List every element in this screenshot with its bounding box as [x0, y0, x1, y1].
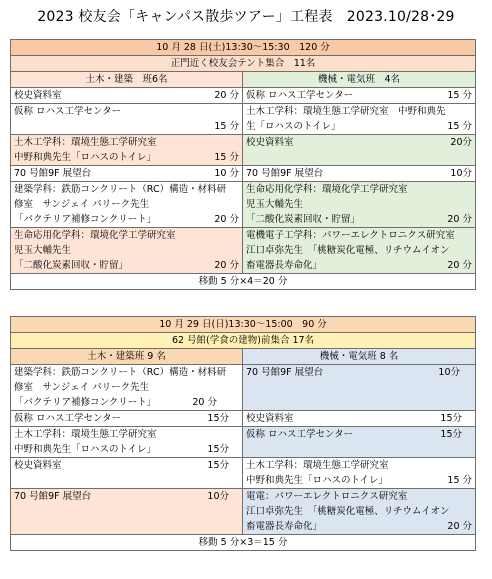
day2-right-stop-4 [243, 458, 476, 489]
day1-travel-footer: 移動 5 分×4＝20 分 [11, 274, 476, 290]
stop-label: 土木工学科：環境生態工学研究室 [14, 137, 157, 148]
stop-label: 70 号館9F 展望台 [246, 168, 324, 179]
stop-label: 校史資料室 [246, 137, 294, 148]
stop-label: 土木工学科：環境生態工学研究室 中野和典先 [246, 106, 446, 117]
day2-left-stop-2 [11, 411, 243, 427]
stop-label-2: 江口卓弥先生 「桃糖炭化電極、リチウムイオン [246, 245, 450, 256]
stop-label: 仮称 ロハス工学センター [14, 413, 122, 424]
stop-minutes: 10 分 [214, 168, 239, 179]
stop-minutes: 15 分 [447, 121, 472, 132]
day1-date-line: 10 月 28 日(土)13:30～15:30 120 分 [11, 40, 476, 56]
day2-left-stop-4 [11, 458, 243, 489]
stop-label: 仮称 ロハス工学センター [246, 429, 354, 440]
stop-label: 校史資料室 [14, 90, 62, 101]
stop-minutes: 10分 [438, 367, 461, 378]
day1-right-stop-5 [243, 182, 476, 228]
stop-label-2: 生「ロハスのトイレ」 [246, 121, 341, 132]
stop-label-2: 修室 サンジェイ パリーク先生 [14, 382, 150, 393]
day2-right-stop-2 [243, 411, 476, 427]
day2-right-stop-5 [243, 489, 476, 535]
day1-right-stop-1 [243, 88, 476, 104]
stop-minutes: 15分 [207, 444, 229, 455]
stop-minutes: 20 分 [214, 214, 239, 225]
day2-right-stop-3 [243, 427, 476, 458]
stop-minutes: 15 分 [214, 152, 239, 163]
stop-label: 70 号館9F 展望台 [246, 367, 324, 378]
day1-left-group-header: 土木・建築 班6名 [11, 72, 243, 88]
stop-minutes: 20 分 [214, 90, 239, 101]
stop-minutes: 20 分 [447, 260, 472, 271]
day1-right-stop-4 [243, 166, 476, 182]
stop-minutes: 15 分 [447, 475, 473, 486]
stop-label-2: 江口卓弥先生 「桃糖炭化電極、リチウムイオン [246, 506, 450, 517]
day1-left-stop-5 [11, 182, 243, 228]
day1-right-stop-6 [243, 228, 476, 274]
stop-label-2: 児玉大輔先生 [246, 199, 304, 210]
day1-left-stop-6 [11, 228, 243, 274]
day1-meeting-point: 正門近く校友会テント集合 11名 [11, 56, 476, 72]
day2-right-stop-1 [243, 365, 476, 411]
stop-label-2: 中野和典先生「ロハスのトイレ」 [14, 152, 157, 163]
stop-minutes: 15 分 [214, 121, 239, 132]
stop-minutes: 20 分 [192, 397, 217, 408]
day2-travel-footer: 移動 5 分×3＝15 分 [11, 535, 476, 551]
stop-label-2: 中野和典先生「ロハスのトイレ」 [14, 444, 157, 455]
stop-label: 電電：パワーエレクトロニクス研究室 [246, 491, 408, 502]
stop-minutes: 10分 [207, 491, 229, 502]
stop-label-3: 「バクテリア補修コンクリート」 [14, 397, 157, 408]
stop-minutes: 15分 [207, 413, 229, 424]
page-title: 2023 校友会「キャンパス散歩ツアー」工程表 2023.10/28･29 [37, 9, 455, 25]
stop-label: 仮称 ロハス工学センター [246, 90, 354, 101]
stop-minutes: 20 分 [447, 521, 473, 532]
day2-schedule-table [10, 316, 476, 551]
day1-left-stop-2 [11, 104, 243, 135]
stop-label-3: 「二酸化炭素回収・貯留」 [246, 214, 361, 225]
stop-minutes: 20 分 [214, 260, 239, 271]
day2-left-group-header: 土木・建築班 9 名 [11, 349, 243, 365]
day1-right-stop-2 [243, 104, 476, 135]
stop-label: 電機電子工学科：パワーエレクトロニクス研究室 [246, 230, 455, 241]
stop-label: 校史資料室 [14, 460, 62, 471]
stop-minutes: 15分 [207, 460, 229, 471]
day2-meeting-point: 62 号館(学食の建物)前集合 17名 [11, 333, 476, 349]
stop-label-3: 「バクテリア補修コンクリート」 [14, 214, 157, 225]
day1-left-stop-3 [11, 135, 243, 166]
stop-minutes: 15 分 [447, 90, 472, 101]
stop-label: 仮称 ロハス工学センター [14, 106, 122, 117]
day2-right-group-header: 機械・電気班 8 名 [243, 349, 476, 365]
stop-label: 70 号館9F 展望台 [14, 491, 92, 502]
stop-label-2: 児玉大輔先生 [14, 245, 72, 256]
stop-label: 土木工学科：環境生態工学研究室 [246, 460, 389, 471]
stop-label: 校史資料室 [246, 413, 294, 424]
stop-label: 土木工学科：環境生態工学研究室 [14, 429, 157, 440]
stop-label-2: 修室 サンジェイ パリーク先生 [14, 199, 150, 210]
day2-left-stop-3 [11, 427, 243, 458]
day2-left-stop-1 [11, 365, 243, 411]
stop-minutes: 15分 [440, 429, 463, 440]
day1-left-stop-1 [11, 88, 243, 104]
stop-minutes: 15分 [440, 413, 463, 424]
day1-schedule-table [10, 39, 476, 290]
stop-label-2: 中野和典先生「ロハスのトイレ」 [246, 475, 389, 486]
stop-label: 建築学科：鉄筋コンクリート（RC）構造・材料研 [14, 184, 227, 195]
day2-date-line: 10 月 29 日(日)13:30～15:00 90 分 [11, 317, 476, 333]
stop-label-3: 畜電器長寿命化」 [246, 260, 323, 271]
stop-minutes: 10分 [450, 168, 472, 179]
stop-label: 生命応用化学科：環境化学工学研究室 [14, 230, 176, 241]
stop-minutes: 20分 [450, 137, 472, 148]
day1-right-group-header: 機械・電気班 4名 [243, 72, 476, 88]
stop-label: 生命応用化学科：環境化学工学研究室 [246, 184, 408, 195]
stop-minutes: 20 分 [447, 214, 472, 225]
day1-right-stop-3 [243, 135, 476, 166]
stop-label: 70 号館9F 展望台 [14, 168, 92, 179]
day2-left-stop-5 [11, 489, 243, 535]
stop-label-3: 「二酸化炭素回収・貯留」 [14, 260, 129, 271]
day1-left-stop-4 [11, 166, 243, 182]
stop-label-3: 畜電器長寿命化」 [246, 521, 323, 532]
stop-label: 建築学科：鉄筋コンクリート（RC）構造・材料研 [14, 367, 227, 378]
